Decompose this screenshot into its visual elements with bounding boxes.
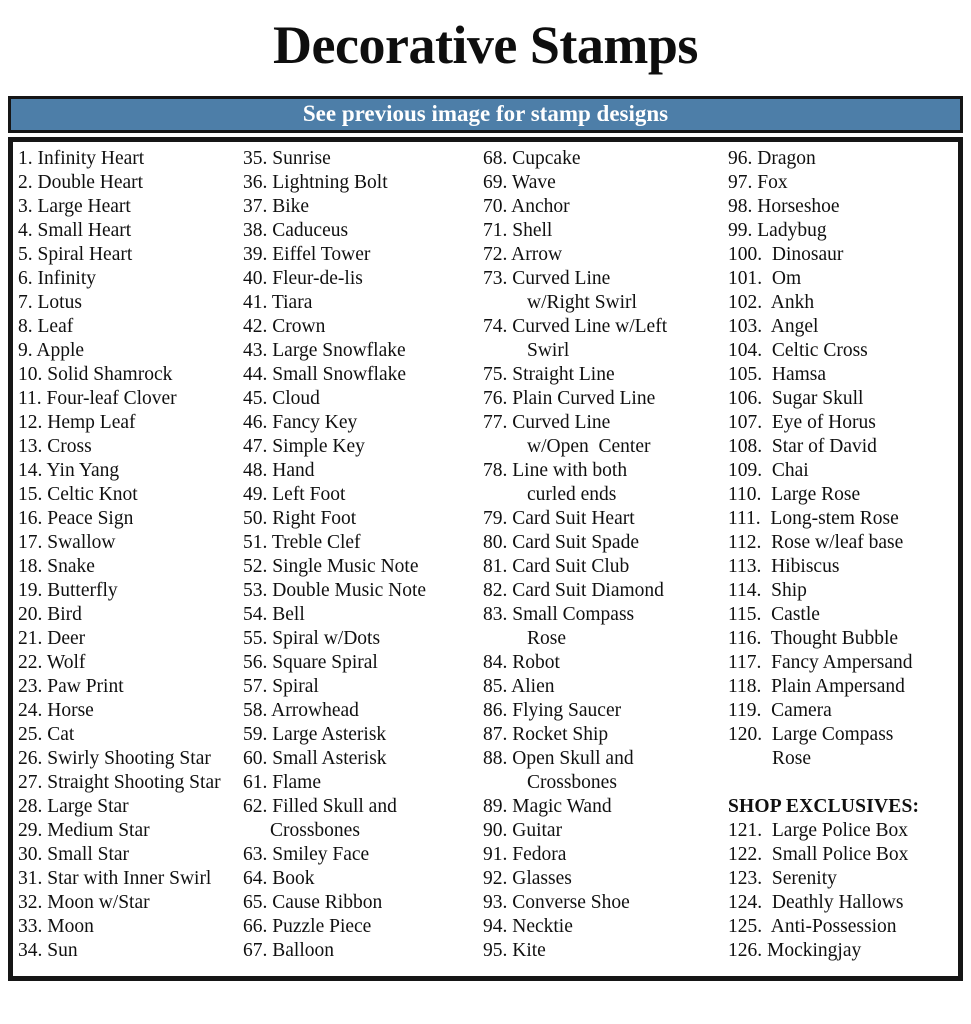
stamp-item-continuation: Crossbones [527, 772, 617, 793]
stamp-item-continuation: curled ends [527, 484, 617, 505]
stamp-item: 126. Mockingjay [728, 940, 862, 961]
banner [8, 96, 963, 133]
section-header: SHOP EXCLUSIVES: [728, 796, 920, 817]
stamp-item: 1. Infinity Heart [18, 148, 145, 169]
stamp-item: 32. Moon w/Star [18, 892, 150, 913]
stamp-column-3 [483, 147, 728, 963]
stamp-item: 16. Peace Sign [18, 508, 134, 529]
stamp-item: 45. Cloud [243, 388, 320, 409]
stamp-item: 104. Celtic Cross [728, 340, 868, 361]
stamp-item: 70. Anchor [483, 196, 570, 217]
stamp-item: 31. Star with Inner Swirl [18, 868, 212, 889]
stamp-item: 90. Guitar [483, 820, 563, 841]
stamp-list [8, 137, 963, 981]
stamp-item: 46. Fancy Key [243, 412, 358, 433]
stamp-item: 75. Straight Line [483, 364, 615, 385]
stamp-item: 78. Line with both [483, 460, 628, 481]
stamp-item: 111. Long-stem Rose [728, 508, 899, 529]
stamp-item: 41. Tiara [243, 292, 313, 313]
stamp-item: 54. Bell [243, 604, 305, 625]
stamp-item: 37. Bike [243, 196, 310, 217]
stamp-item: 27. Straight Shooting Star [18, 772, 221, 793]
stamp-item: 79. Card Suit Heart [483, 508, 635, 529]
stamp-item: 97. Fox [728, 172, 788, 193]
stamp-item: 50. Right Foot [243, 508, 357, 529]
stamp-item: 52. Single Music Note [243, 556, 419, 577]
stamp-item: 22. Wolf [18, 652, 86, 673]
stamp-item: 18. Snake [18, 556, 95, 577]
stamp-item: 68. Cupcake [483, 148, 581, 169]
stamp-item: 11. Four-leaf Clover [18, 388, 177, 409]
stamp-item: 23. Paw Print [18, 676, 124, 697]
stamp-item: 91. Fedora [483, 844, 567, 865]
stamp-item: 20. Bird [18, 604, 82, 625]
stamp-item-continuation: Swirl [527, 340, 570, 361]
stamp-item: 10. Solid Shamrock [18, 364, 173, 385]
stamp-item: 82. Card Suit Diamond [483, 580, 664, 601]
page-title: Decorative Stamps [273, 15, 698, 75]
stamp-item: 118. Plain Ampersand [728, 676, 905, 697]
list-spacer [728, 771, 958, 795]
stamp-item: 65. Cause Ribbon [243, 892, 383, 913]
stamp-column-1 [18, 147, 243, 963]
stamp-item: 77. Curved Line [483, 412, 611, 433]
stamp-item: 101. Om [728, 268, 802, 289]
stamp-item: 51. Treble Clef [243, 532, 361, 553]
stamp-item: 7. Lotus [18, 292, 82, 313]
stamp-item: 53. Double Music Note [243, 580, 427, 601]
stamp-item: 112. Rose w/leaf base [728, 532, 904, 553]
stamp-item: 26. Swirly Shooting Star [18, 748, 211, 769]
stamp-item-continuation: w/Right Swirl [527, 292, 637, 313]
stamp-item: 93. Converse Shoe [483, 892, 630, 913]
stamp-item: 85. Alien [483, 676, 555, 697]
stamp-item: 119. Camera [728, 700, 832, 721]
stamp-item: 123. Serenity [728, 868, 837, 889]
stamp-item: 96. Dragon [728, 148, 816, 169]
stamp-item: 48. Hand [243, 460, 315, 481]
stamp-item: 103. Angel [728, 316, 819, 337]
stamp-item: 60. Small Asterisk [243, 748, 387, 769]
stamp-item: 66. Puzzle Piece [243, 916, 372, 937]
stamp-item: 49. Left Foot [243, 484, 346, 505]
stamp-item-continuation: Rose [772, 748, 811, 769]
stamp-item: 14. Yin Yang [18, 460, 120, 481]
stamp-item: 61. Flame [243, 772, 321, 793]
stamp-item: 106. Sugar Skull [728, 388, 864, 409]
banner-text: See previous image for stamp designs [302, 101, 669, 126]
stamp-item: 44. Small Snowflake [243, 364, 407, 385]
stamp-item: 81. Card Suit Club [483, 556, 630, 577]
stamp-item: 63. Smiley Face [243, 844, 370, 865]
stamp-item: 67. Balloon [243, 940, 334, 961]
stamp-item: 47. Simple Key [243, 436, 365, 457]
stamp-item: 110. Large Rose [728, 484, 861, 505]
stamp-item: 35. Sunrise [243, 148, 331, 169]
stamp-item: 42. Crown [243, 316, 326, 337]
stamp-item: 57. Spiral [243, 676, 319, 697]
stamp-item: 6. Infinity [18, 268, 96, 289]
stamp-item: 8. Leaf [18, 316, 74, 337]
stamp-item: 15. Celtic Knot [18, 484, 138, 505]
stamp-item: 9. Apple [18, 340, 85, 361]
stamp-item: 72. Arrow [483, 244, 563, 265]
stamp-item: 102. Ankh [728, 292, 815, 313]
stamp-item: 19. Butterfly [18, 580, 118, 601]
stamp-item: 17. Swallow [18, 532, 116, 553]
stamp-item: 34. Sun [18, 940, 78, 961]
stamp-item: 36. Lightning Bolt [243, 172, 388, 193]
stamp-item: 99. Ladybug [728, 220, 827, 241]
stamp-item: 76. Plain Curved Line [483, 388, 656, 409]
stamp-item: 73. Curved Line [483, 268, 611, 289]
stamp-item: 108. Star of David [728, 436, 877, 457]
stamp-item: 55. Spiral w/Dots [243, 628, 381, 649]
stamp-item: 43. Large Snowflake [243, 340, 406, 361]
stamp-item: 64. Book [243, 868, 315, 889]
stamp-column-2 [243, 147, 483, 963]
stamp-item: 95. Kite [483, 940, 546, 961]
stamp-item: 120. Large Compass [728, 724, 894, 745]
stamp-item: 88. Open Skull and [483, 748, 634, 769]
stamp-item: 94. Necktie [483, 916, 573, 937]
stamp-item: 24. Horse [18, 700, 94, 721]
stamp-item: 116. Thought Bubble [728, 628, 899, 649]
stamp-item: 117. Fancy Ampersand [728, 652, 913, 673]
stamp-item: 62. Filled Skull and [243, 796, 397, 817]
stamp-item: 98. Horseshoe [728, 196, 840, 217]
stamp-item: 59. Large Asterisk [243, 724, 387, 745]
stamp-item: 5. Spiral Heart [18, 244, 133, 265]
stamp-item: 25. Cat [18, 724, 75, 745]
stamp-item: 122. Small Police Box [728, 844, 909, 865]
stamp-item: 113. Hibiscus [728, 556, 840, 577]
stamp-item: 28. Large Star [18, 796, 129, 817]
stamp-item: 121. Large Police Box [728, 820, 908, 841]
stamp-item-continuation: Rose [527, 628, 566, 649]
stamp-item: 33. Moon [18, 916, 94, 937]
stamp-item: 86. Flying Saucer [483, 700, 622, 721]
stamp-item: 109. Chai [728, 460, 809, 481]
stamp-item: 114. Ship [728, 580, 807, 601]
stamp-item: 39. Eiffel Tower [243, 244, 371, 265]
stamp-item: 40. Fleur-de-lis [243, 268, 363, 289]
stamp-item: 107. Eye of Horus [728, 412, 876, 433]
stamp-item: 56. Square Spiral [243, 652, 378, 673]
stamp-item-continuation: Crossbones [270, 820, 360, 841]
stamp-item: 100. Dinosaur [728, 244, 844, 265]
stamp-item: 83. Small Compass [483, 604, 635, 625]
stamp-item: 115. Castle [728, 604, 820, 625]
stamp-item: 2. Double Heart [18, 172, 144, 193]
stamp-item: 3. Large Heart [18, 196, 131, 217]
stamp-item: 92. Glasses [483, 868, 572, 889]
stamp-item: 80. Card Suit Spade [483, 532, 639, 553]
stamp-item: 21. Deer [18, 628, 86, 649]
stamp-item-continuation: w/Open Center [527, 436, 651, 457]
stamp-item: 30. Small Star [18, 844, 130, 865]
stamp-item: 4. Small Heart [18, 220, 132, 241]
stamp-item: 89. Magic Wand [483, 796, 612, 817]
stamp-item: 12. Hemp Leaf [18, 412, 136, 433]
stamp-item: 71. Shell [483, 220, 553, 241]
stamp-item: 29. Medium Star [18, 820, 150, 841]
stamp-item: 84. Robot [483, 652, 560, 673]
stamp-item: 105. Hamsa [728, 364, 827, 385]
stamp-item: 74. Curved Line w/Left [483, 316, 668, 337]
stamp-item: 13. Cross [18, 436, 92, 457]
stamp-column-4 [728, 147, 958, 963]
stamp-item: 87. Rocket Ship [483, 724, 609, 745]
stamp-item: 125. Anti-Possession [728, 916, 897, 937]
stamp-item: 124. Deathly Hallows [728, 892, 904, 913]
stamp-item: 38. Caduceus [243, 220, 349, 241]
stamp-item: 69. Wave [483, 172, 556, 193]
stamp-item: 58. Arrowhead [243, 700, 359, 721]
